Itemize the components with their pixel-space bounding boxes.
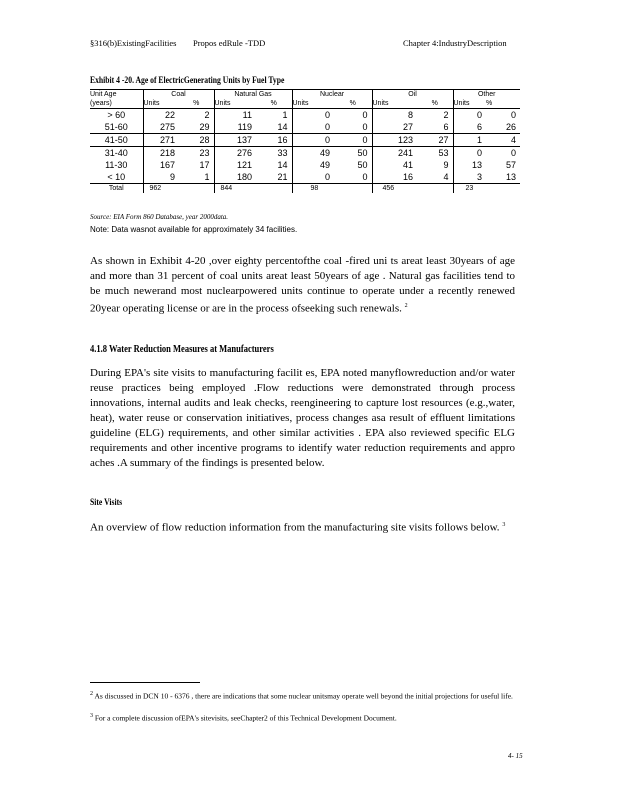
total-label: Total xyxy=(108,185,124,192)
cell: 0 xyxy=(510,110,516,120)
cell: 6 xyxy=(443,122,449,132)
cell: 41 xyxy=(372,159,417,171)
footnote-2 xyxy=(90,689,520,702)
table-row xyxy=(90,159,520,171)
col-header-oil: Oil xyxy=(372,90,453,100)
cell: 137 xyxy=(214,134,256,147)
cell: 271 xyxy=(143,134,179,147)
cell: 27 xyxy=(372,121,417,134)
exhibit-title: Exhibit 4 -20. Age of ElectricGenerating Units by Fuel Type xyxy=(90,75,285,85)
paragraph-text: As shown in Exhibit 4-20 ,over eighty percentofthe coal -fired uni ts areat least 30years of age and more than 31 percent of coal units areat least 50years of age . Natural gas facilities tend to be much newerand most nuclearpowered units continue to operate under a recently renewed 20year operating license or are in the process ofseeking such renewals. xyxy=(90,255,515,315)
total-nuclear: 98 xyxy=(292,184,372,194)
cell: 53 xyxy=(438,148,449,158)
cell: 123 xyxy=(372,134,417,147)
cell: 27 xyxy=(438,135,449,145)
exhibit-source: Source: EIA Form 860 Database, year 2000data. xyxy=(90,213,229,221)
footnote-mark: 2 xyxy=(90,691,93,697)
cell: 13 xyxy=(453,159,486,171)
pct-label: % xyxy=(349,100,356,107)
pct-label: % xyxy=(193,100,200,107)
cell: 0 xyxy=(362,172,368,182)
header-left: §316(b)ExistingFacilities xyxy=(90,38,177,48)
footnote-ref: 2 xyxy=(404,303,408,309)
pct-label: % xyxy=(431,100,438,107)
cell: 16 xyxy=(277,135,288,145)
cell: 0 xyxy=(362,110,368,120)
footnote-mark: 3 xyxy=(90,713,93,719)
cell: 9 xyxy=(143,171,179,184)
cell: 0 xyxy=(292,121,334,134)
cell: 276 xyxy=(214,147,256,160)
cell: 0 xyxy=(453,147,486,160)
cell: 49 xyxy=(292,159,334,171)
cell: 0 xyxy=(292,134,334,147)
cell: 0 xyxy=(362,122,368,132)
cell: 13 xyxy=(505,172,516,182)
cell: 49 xyxy=(292,147,334,160)
age-cell: 41-50 xyxy=(104,135,128,145)
cell: 50 xyxy=(357,148,368,158)
cell: 14 xyxy=(277,160,288,170)
col-header-coal: Coal xyxy=(143,90,214,100)
cell: 11 xyxy=(214,109,256,122)
table-row xyxy=(90,121,520,134)
cell: 26 xyxy=(505,122,516,132)
pct-label: % xyxy=(486,100,493,107)
units-label: Units xyxy=(453,99,486,109)
header-center: Propos edRule -TDD xyxy=(193,38,266,48)
subheading: Site Visits xyxy=(90,497,123,507)
cell: 3 xyxy=(453,171,486,184)
col-header-age: Unit Age xyxy=(90,91,117,98)
cell: 241 xyxy=(372,147,417,160)
cell: 2 xyxy=(204,110,210,120)
cell: 0 xyxy=(510,148,516,158)
cell: 6 xyxy=(453,121,486,134)
age-cell: 31-40 xyxy=(104,148,128,158)
cell: 14 xyxy=(277,122,288,132)
cell: 167 xyxy=(143,159,179,171)
paragraph-text: An overview of flow reduction information from the manufacturing site visits follows below. xyxy=(90,521,500,534)
cell: 0 xyxy=(292,171,334,184)
col-header-nuclear: Nuclear xyxy=(292,90,372,100)
cell: 9 xyxy=(443,160,449,170)
units-label: Units xyxy=(214,99,256,109)
total-gas: 844 xyxy=(214,184,292,194)
exhibit-table xyxy=(90,89,520,193)
cell: 1 xyxy=(282,110,288,120)
cell: 4 xyxy=(510,135,516,145)
cell: 57 xyxy=(505,160,516,170)
cell: 21 xyxy=(277,172,288,182)
cell: 23 xyxy=(199,148,210,158)
cell: 1 xyxy=(453,134,486,147)
age-cell: < 10 xyxy=(107,172,126,182)
cell: 16 xyxy=(372,171,417,184)
total-coal: 962 xyxy=(143,184,214,194)
age-cell: 11-30 xyxy=(105,160,128,170)
cell: 121 xyxy=(214,159,256,171)
cell: 218 xyxy=(143,147,179,160)
age-cell: 51-60 xyxy=(104,122,128,132)
footnote-divider xyxy=(90,682,200,683)
header-right: Chapter 4:IndustryDescription xyxy=(403,38,507,48)
units-label: Units xyxy=(143,99,179,109)
total-other: 23 xyxy=(453,184,520,194)
cell: 0 xyxy=(292,109,334,122)
cell: 29 xyxy=(199,122,210,132)
age-cell: > 60 xyxy=(107,110,126,120)
paragraph-age-summary xyxy=(90,254,515,317)
table-row xyxy=(90,171,520,184)
pct-label: % xyxy=(270,100,277,107)
total-row xyxy=(90,184,520,194)
paragraph-overview xyxy=(90,518,515,536)
cell: 0 xyxy=(362,135,368,145)
table-row xyxy=(90,109,520,122)
cell: 28 xyxy=(199,135,210,145)
table-row xyxy=(90,134,520,147)
footnote-text: As discussed in DCN 10 - 6376 , there are indications that some nuclear unitsmay operate well beyond the initial projections for useful life. xyxy=(94,691,513,701)
years-label: (years) xyxy=(90,100,112,107)
cell: 4 xyxy=(443,172,449,182)
cell: 2 xyxy=(443,110,449,120)
cell: 0 xyxy=(453,109,486,122)
cell: 8 xyxy=(372,109,417,122)
cell: 22 xyxy=(143,109,179,122)
section-heading: 4.1.8 Water Reduction Measures at Manufacturers xyxy=(90,344,274,355)
cell: 17 xyxy=(199,160,210,170)
cell: 275 xyxy=(143,121,179,134)
cell: 180 xyxy=(214,171,256,184)
footnote-3 xyxy=(90,711,520,724)
cell: 119 xyxy=(214,121,256,134)
footnote-text: For a complete discussion ofEPA's sitevisits, seeChapter2 of this Technical Development Document. xyxy=(94,713,397,723)
paragraph-site-visits: During EPA's site visits to manufacturing facilit es, EPA noted manyflowreduction and/or water reuse practices being employed .Flow reductions were demonstrated through process innovations, internal audits and leak checks, reengineering to capture lost resources (e.g.,water, heat), water reuse or conservation initiatives, process changes asa result of effluent limitations guideline (ELG) requirements, and other similar activities . EPA also reviewed specific ELG requirements and other incentive programs to identify water reduction requirements and appro aches .A summary of the findings is presented below. xyxy=(90,367,515,469)
total-oil: 456 xyxy=(372,184,453,194)
cell: 50 xyxy=(357,160,368,170)
units-label: Units xyxy=(292,99,334,109)
units-label: Units xyxy=(372,99,417,109)
cell: 1 xyxy=(204,172,210,182)
page-number: 4- 15 xyxy=(508,752,523,760)
col-header-other: Other xyxy=(453,90,520,100)
col-header-gas: Natural Gas xyxy=(214,90,292,100)
table-row xyxy=(90,147,520,160)
exhibit-note: Note: Data wasnot available for approximately 34 facilities. xyxy=(90,225,298,234)
footnote-ref: 3 xyxy=(502,522,506,528)
cell: 33 xyxy=(277,148,288,158)
